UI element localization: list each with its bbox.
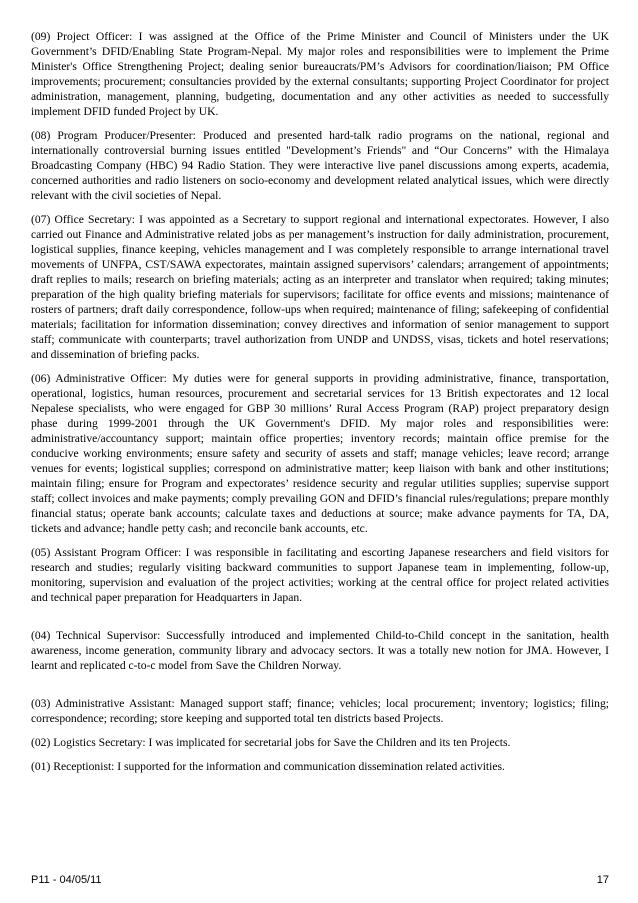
paragraph-03-administrative-assistant: (03) Administrative Assistant: Managed support staff; finance; vehicles; local procurement; inventory; logistics; filing; correspondence; recording; store keeping and supported total ten districts based Projects. xyxy=(31,697,609,725)
paragraph-02-logistics-secretary: (02) Logistics Secretary: I was implicated for secretarial jobs for Save the Children and its ten Projects. xyxy=(31,736,511,749)
paragraph-09-project-officer: (09) Project Officer: I was assigned at the Office of the Prime Minister and Council of Ministers under the UK Government’s DFID/Enabling State Program-Nepal. My major roles and responsibilities were to implement the Prime Minister's Office Strengthening Project; dealing senior bureaucrats/PM’s Advisors for coordination/liaison; PM Office improvements; procurement; consultancies provided by the external consultants; supporting Project Coordinator for project administration, management, planning, budgeting, documentation and any other activities as needed to successfully implement DFID funded Project by UK. xyxy=(31,30,609,118)
paragraph-05-assistant-program-officer: (05) Assistant Program Officer: I was responsible in facilitating and escorting Japanese researchers and field visitors for research and studies; regularly visiting backward communities to support Japanese team in implementing, follow-up, monitoring, supervision and evaluation of the project activities; working at the central office for project related activities and technical paper preparation for Headquarters in Japan. xyxy=(31,546,609,604)
page-body xyxy=(31,29,609,783)
footer-doc-reference: P11 - 04/05/11 xyxy=(31,874,102,886)
paragraph-01-receptionist: (01) Receptionist: I supported for the information and communication dissemination related activities. xyxy=(31,760,505,773)
paragraph-08-program-producer: (08) Program Producer/Presenter: Produced and presented hard-talk radio programs on the national, regional and internationally controversial burning issues entitled "Development’s Friends" and “Our Concerns” with the Himalaya Broadcasting Company (HBC) 94 Radio Station. They were interactive live panel discussions among experts, academia, concerned authorities and radio listeners on socio-economy and development related analytical issues, which were directly relevant with the civil societies of Nepal. xyxy=(31,129,609,202)
footer-page-number: 17 xyxy=(596,874,609,886)
paragraph-07-office-secretary: (07) Office Secretary: I was appointed as a Secretary to support regional and international expectorates. However, I also carried out Finance and Administrative related jobs as per management’s instruction for daily administration, procurement, logistical supplies, finance keeping, vehicles management and I was completely responsible to arrange international travel movements of UNFPA, CST/SAWA expectorates, maintain assigned supervisors’ calendars; arrangement of appointments; draft replies to mails; research on briefing materials; acting as an interpreter and translator when required; taking minutes; preparation of the high quality briefing materials for supervisors; facilitate for office events and missions; maintenance of rosters of partners; draft daily correspondence, follow-ups when required; maintenance of filing; safekeeping of confidential materials; facilitation for information dissemination; convey directives and information of senior management to support staff; communicate with counterparts; travel authorization from UNDP and UNDSS, visas, tickets and hotel reservations; and dissemination of briefing packs. xyxy=(31,213,609,361)
paragraph-04-technical-supervisor: (04) Technical Supervisor: Successfully introduced and implemented Child-to-Child concept in the sanitation, health awareness, income generation, community library and advocacy sectors. It was a totally new notion for JMA. However, I learnt and replicated c-to-c model from Save the Children Norway. xyxy=(31,629,609,672)
paragraph-06-administrative-officer: (06) Administrative Officer: My duties were for general supports in providing administrative, finance, transportation, operational, logistics, human resources, procurement and secretarial services for 13 British expectorates and 12 local Nepalese specialists, who were engaged for GBP 30 millions’ Rural Access Program (RAP) project preparatory design phase during 1999-2001 through the UK Government's DFID. My major roles and responsibilities were: administrative/accountancy support; maintain office properties; inventory records; maintain office premise for the conducive working environments; ensure safety and security of assets and staff; manage vehicles; leave record; arrange venues for events; logistical supplies; correspond on administrative matter; keep liaison with bank and other institutions; maintain filing; ensure for Program and expectorates’ residence security and regular utilities supplies; supervise support staff; collect invoices and make payments; comply prevailing GON and DFID’s financial rules/regulations; prepare monthly financial status; operate bank accounts; calculate taxes and deductions at source; make advance payments for TA, DA, tickets and advance; handle petty cash; and reconcile bank accounts, etc. xyxy=(31,372,609,535)
